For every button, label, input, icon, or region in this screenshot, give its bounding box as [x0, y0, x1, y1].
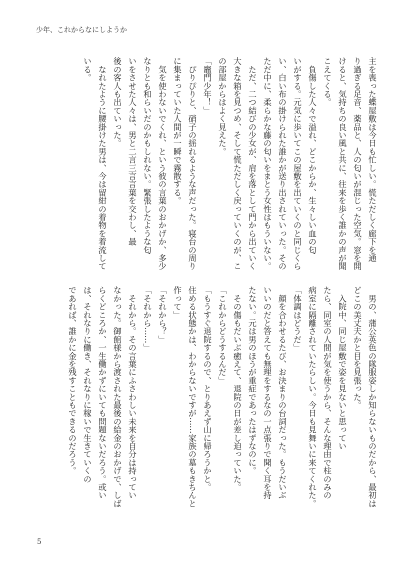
text-column: 大きな箱を見つめ、そして慌ただしく戻っていくのが、こ [233, 57, 243, 271]
text-column: 作って」 [173, 286, 183, 319]
text-column: 後の客人も出ていった。 [113, 57, 123, 148]
text-column: 負傷した人々で溢れ、どこからか、生々しい血の匂 [308, 57, 318, 254]
text-column: の部屋からはよく見えた。 [218, 57, 228, 156]
text-column: 男の、蒲公英色の隊服姿しか知らないものだから、最初は [368, 286, 378, 508]
text-column: い、白い布の掛けられた誰かが送り出されていった。その [278, 57, 288, 271]
running-title: 少年、これからなにしようか [36, 26, 127, 34]
page-number: 5 [37, 538, 42, 546]
text-column: いがする。元気に歩いてこの屋敷を出ていくのと同じくら [293, 57, 303, 271]
text-column: たら、同室の人間が気を使うから、そんな理由で柱のみの [323, 286, 333, 500]
text-column: 病室に隔離されていたらしい。今日も見舞いに来てくれた。 [308, 286, 318, 508]
text-column: どこの美丈夫かと目を見張った。 [353, 286, 363, 409]
text-column: なかった。御館様から渡された最後の給金のおかげで、しば [113, 286, 123, 508]
text-column: 顔を合わせるたび、お決まりの台詞だった。もうだいぶ [278, 286, 288, 500]
text-column: 「これからどうするんだ」 [218, 286, 228, 385]
text-column: 「もうすぐ退院するので、とりあえず山に帰ろうかと。 [203, 286, 213, 491]
text-column: たない。元は男のほうが重症であったはずなのに。 [248, 286, 258, 475]
upper-text-block [80, 57, 380, 283]
text-column: 入院中、同じ屋敷で姿を見ないと思ってい [338, 286, 348, 450]
text-column: その傷もだいぶ癒えて、退院の日が差し迫っていた。 [233, 286, 243, 491]
text-column: それから。その言葉にふさわしい未来を自分は持ってい [128, 286, 138, 500]
text-column: ぴりぴりと、硝子の揺れるような声だった。寝台の周り [188, 57, 198, 271]
text-column: 気を使わないでくれ、という彼の言葉のおかげか、多少 [158, 57, 168, 271]
text-column: けると、気持ちの良い風と共に、往来を歩く誰かの声が聞 [338, 57, 348, 271]
text-column: 「竈門少年！」 [203, 57, 213, 115]
text-column: ただ中に、柔らかな藤の匂いをまとう女性はもういない。 [263, 57, 273, 271]
text-column: なれたように腰掛けた男は、今は留紺の着物を着流して [98, 57, 108, 271]
text-column: り過ぎる足音、薬品と、人の匂いが混じった空気。窓を開 [353, 57, 363, 271]
text-column: 住める状態かは、わからないですが……家族の墓もきちんと [188, 286, 198, 508]
text-column: は、それなりに働き、それなりに稼いで生きていくの [83, 286, 93, 483]
text-column: いをさせた人々は、男と二言三言言葉を交わし、最 [128, 57, 138, 246]
text-column: ただ、二つ結びの少女が、肩を落として門から出ていく [248, 57, 258, 271]
text-column: こえてくる。 [323, 57, 333, 107]
text-column: 主を喪った蝶屋敷は今日も忙しい。慌ただしく廊下を通 [368, 57, 378, 262]
text-column: に集まっていた人間が一瞬で霧散する。 [173, 57, 183, 205]
text-column: 「それから……」 [143, 286, 153, 352]
text-column: いいのだと答えても無理をするなの一点張りで聞く耳を持 [263, 286, 273, 500]
text-column: 「体調はどうだ」 [293, 286, 303, 352]
lower-text-block [65, 286, 380, 512]
text-column: であれば、誰かに金を残すこともできるのだろう。 [68, 286, 78, 475]
text-column: らくどころか、一生働かずにいても問題ないだろう。或い [98, 286, 108, 500]
text-column: いる。 [83, 57, 93, 82]
text-column: なりとも和らいだのかもしれない。緊張したような匂 [143, 57, 153, 254]
text-column: 「それから？」 [158, 286, 168, 344]
